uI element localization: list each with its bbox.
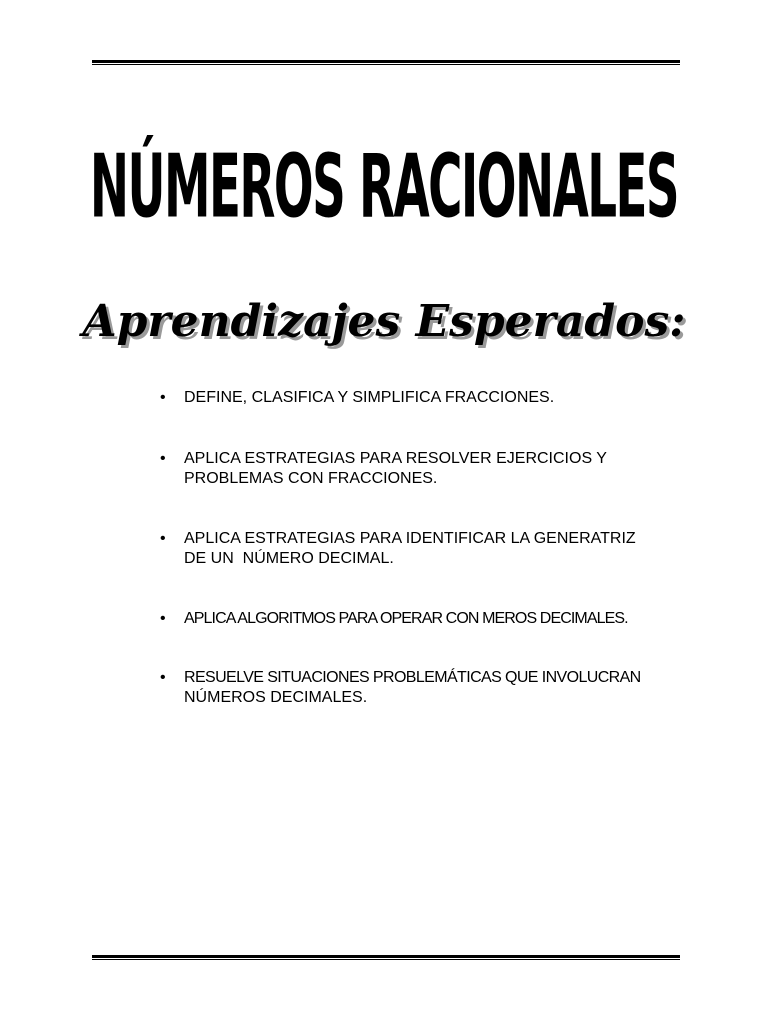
page-title: NÚMEROS RACIONALES <box>89 136 679 239</box>
top-rule <box>92 60 680 66</box>
bullet-icon: • <box>160 389 166 406</box>
bottom-rule <box>92 955 680 961</box>
top-rule-thick <box>92 60 680 63</box>
bottom-rule-thick <box>92 955 680 958</box>
objective-text-continued: PROBLEMAS CON FRACCIONES. <box>184 470 438 487</box>
section-subtitle: Aprendizajes Esperados: <box>82 296 686 347</box>
bullet-icon: • <box>160 530 166 547</box>
bullet-icon: • <box>160 669 166 686</box>
objective-item <box>158 449 704 489</box>
bullet-icon: • <box>160 450 166 467</box>
objective-item <box>158 668 704 708</box>
top-rule-thin <box>92 64 680 65</box>
bullet-icon: • <box>160 610 165 627</box>
objective-text: APLICA ALGORITMOS PARA OPERAR CON MEROS DECIMALES. <box>184 610 628 627</box>
objective-item <box>158 609 704 629</box>
objective-text: RESUELVE SITUACIONES PROBLEMÁTICAS QUE INVOLUCRAN <box>184 669 641 686</box>
objective-text-continued: DE UN NÚMERO DECIMAL. <box>184 550 394 567</box>
objective-text: DEFINE, CLASIFICA Y SIMPLIFICA FRACCIONES. <box>184 389 555 406</box>
bottom-rule-thin <box>92 959 680 960</box>
objective-item <box>158 388 704 408</box>
objective-item <box>158 529 704 569</box>
objective-text: APLICA ESTRATEGIAS PARA RESOLVER EJERCICIOS Y <box>184 450 607 467</box>
objective-text: APLICA ESTRATEGIAS PARA IDENTIFICAR LA GENERATRIZ <box>184 530 636 547</box>
objective-text-continued: NÚMEROS DECIMALES. <box>184 689 368 706</box>
